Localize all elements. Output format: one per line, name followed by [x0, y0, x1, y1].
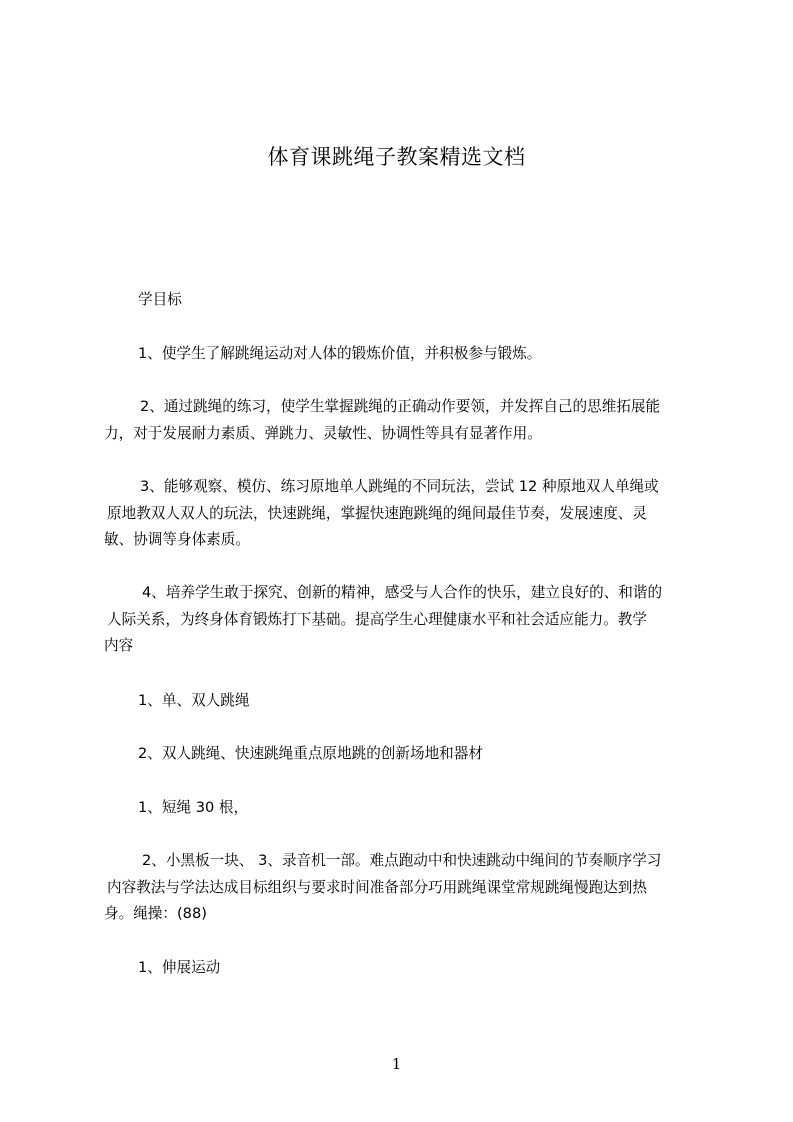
paragraph-content-2	[104, 741, 704, 768]
paragraph-content-1	[104, 688, 704, 715]
paragraph-line: 内容	[104, 637, 134, 654]
paragraph-goal-3	[104, 474, 704, 554]
paragraph-line: 人际关系，为终身体育锻炼打下基础。提高学生心理健康水平和社会适应能力。教学	[107, 610, 647, 628]
paragraph-teaching-goals-heading	[104, 287, 704, 314]
page-number: 1	[391, 1055, 402, 1073]
paragraph-line: 3、能够观察、模仿、练习原地单人跳绳的不同玩法，尝试 12 种原地双人单绳或	[140, 478, 659, 495]
paragraph-line: 1、使学生了解跳绳运动对人体的锻炼价值，并积极参与锻炼。	[138, 345, 542, 362]
paragraph-equipment-2	[104, 848, 704, 928]
paragraph-line: 力，对于发展耐力素质、弹跳力、灵敏性、协调性等具有显著作用。	[104, 424, 542, 442]
paragraph-line: 4、培养学生敢于探究、创新的精神，感受与人合作的快乐，建立良好的、和谐的	[142, 584, 663, 601]
document-title: 体育课跳绳子教案精选文档	[267, 145, 526, 169]
paragraph-stretching	[104, 955, 704, 982]
paragraph-line: 2、通过跳绳的练习，使学生掌握跳绳的正确动作要领，并发挥自己的思维拓展能	[140, 398, 661, 415]
paragraph-line: 1、单、双人跳绳	[138, 692, 250, 709]
paragraph-equipment-1	[104, 795, 704, 822]
paragraph-goal-1	[104, 341, 704, 368]
paragraph-line: 敏、协调等身体素质。	[104, 531, 250, 548]
paragraph-goal-4	[104, 580, 704, 660]
paragraph-line: 内容教法与学法达成目标组织与要求时间准备部分巧用跳绳课堂常规跳绳慢跑达到热	[107, 878, 647, 896]
paragraph-line: 1、短绳 30 根，	[138, 799, 249, 816]
paragraph-goal-2	[104, 394, 704, 447]
paragraph-line: 1、伸展运动	[138, 959, 221, 976]
paragraph-line: 原地教双人双人的玩法，快速跳绳，掌握快速跑跳绳的绳间最佳节奏，发展速度、灵	[107, 504, 647, 522]
paragraph-line: 学目标	[138, 291, 182, 308]
paragraph-line: 身。绳操：(88)	[104, 905, 207, 922]
paragraph-line: 2、双人跳绳、快速跳绳重点原地跳的创新场地和器材	[138, 745, 483, 762]
paragraph-line: 2、小黑板一块、 3、录音机一部。难点跑动中和快速跳动中绳间的节奏顺序学习	[142, 852, 662, 869]
